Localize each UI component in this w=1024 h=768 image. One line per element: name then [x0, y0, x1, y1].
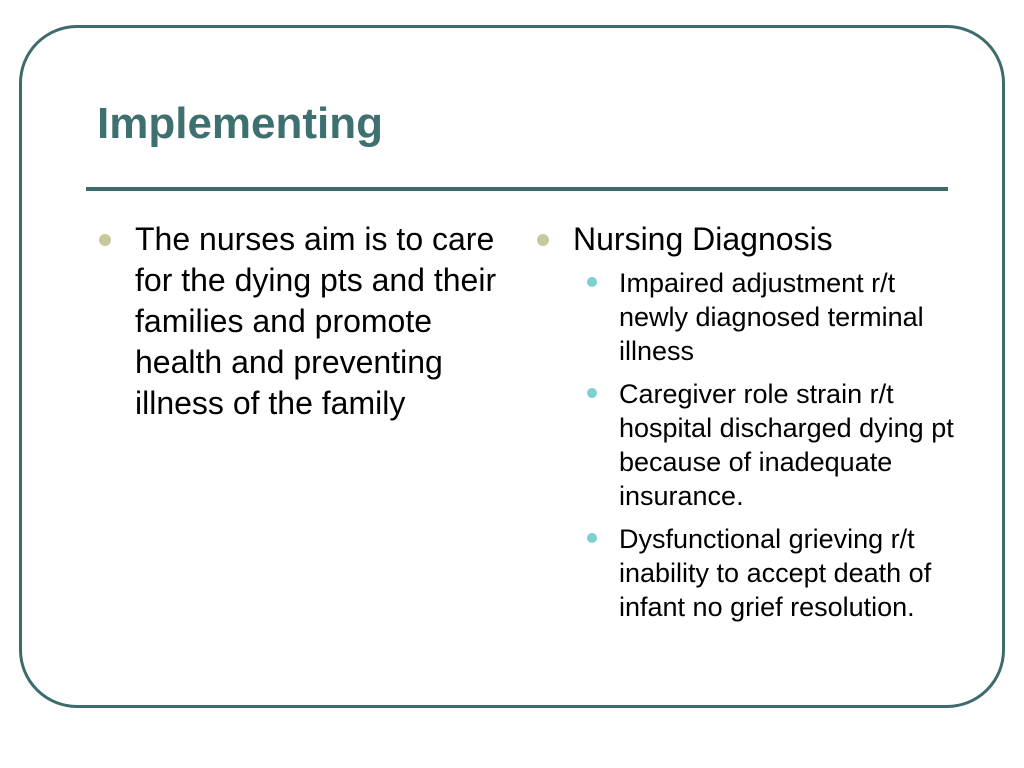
sub-bullet-text: Impaired adjustment r/t newly diagnosed terminal illness: [619, 268, 924, 366]
sub-bullet-list: [531, 266, 971, 624]
left-bullet-list: [93, 219, 513, 424]
sub-bullet-dot-icon: [587, 533, 597, 543]
sub-list-item: [531, 266, 971, 368]
sub-bullet-dot-icon: [587, 277, 597, 287]
sub-list-item: [531, 377, 971, 513]
sub-list-item: [531, 522, 971, 624]
bullet-dot-icon: [99, 234, 111, 246]
list-item: [93, 219, 513, 424]
bullet-text: The nurses aim is to care for the dying pts and their families and promote health and preventing illness of the family: [135, 221, 497, 421]
list-item: [531, 219, 971, 260]
bullet-dot-icon: [537, 234, 549, 246]
slide-title: Implementing: [97, 99, 384, 148]
sub-bullet-text: Caregiver role strain r/t hospital discharged dying pt because of inadequate insurance.: [619, 379, 954, 511]
left-column: [93, 219, 513, 424]
right-bullet-list: [531, 219, 971, 260]
title-divider: [86, 187, 948, 191]
bullet-heading: Nursing Diagnosis: [573, 221, 833, 257]
right-column: [531, 219, 971, 633]
sub-bullet-text: Dysfunctional grieving r/t inability to accept death of infant no grief resolution.: [619, 524, 932, 622]
sub-bullet-dot-icon: [587, 388, 597, 398]
